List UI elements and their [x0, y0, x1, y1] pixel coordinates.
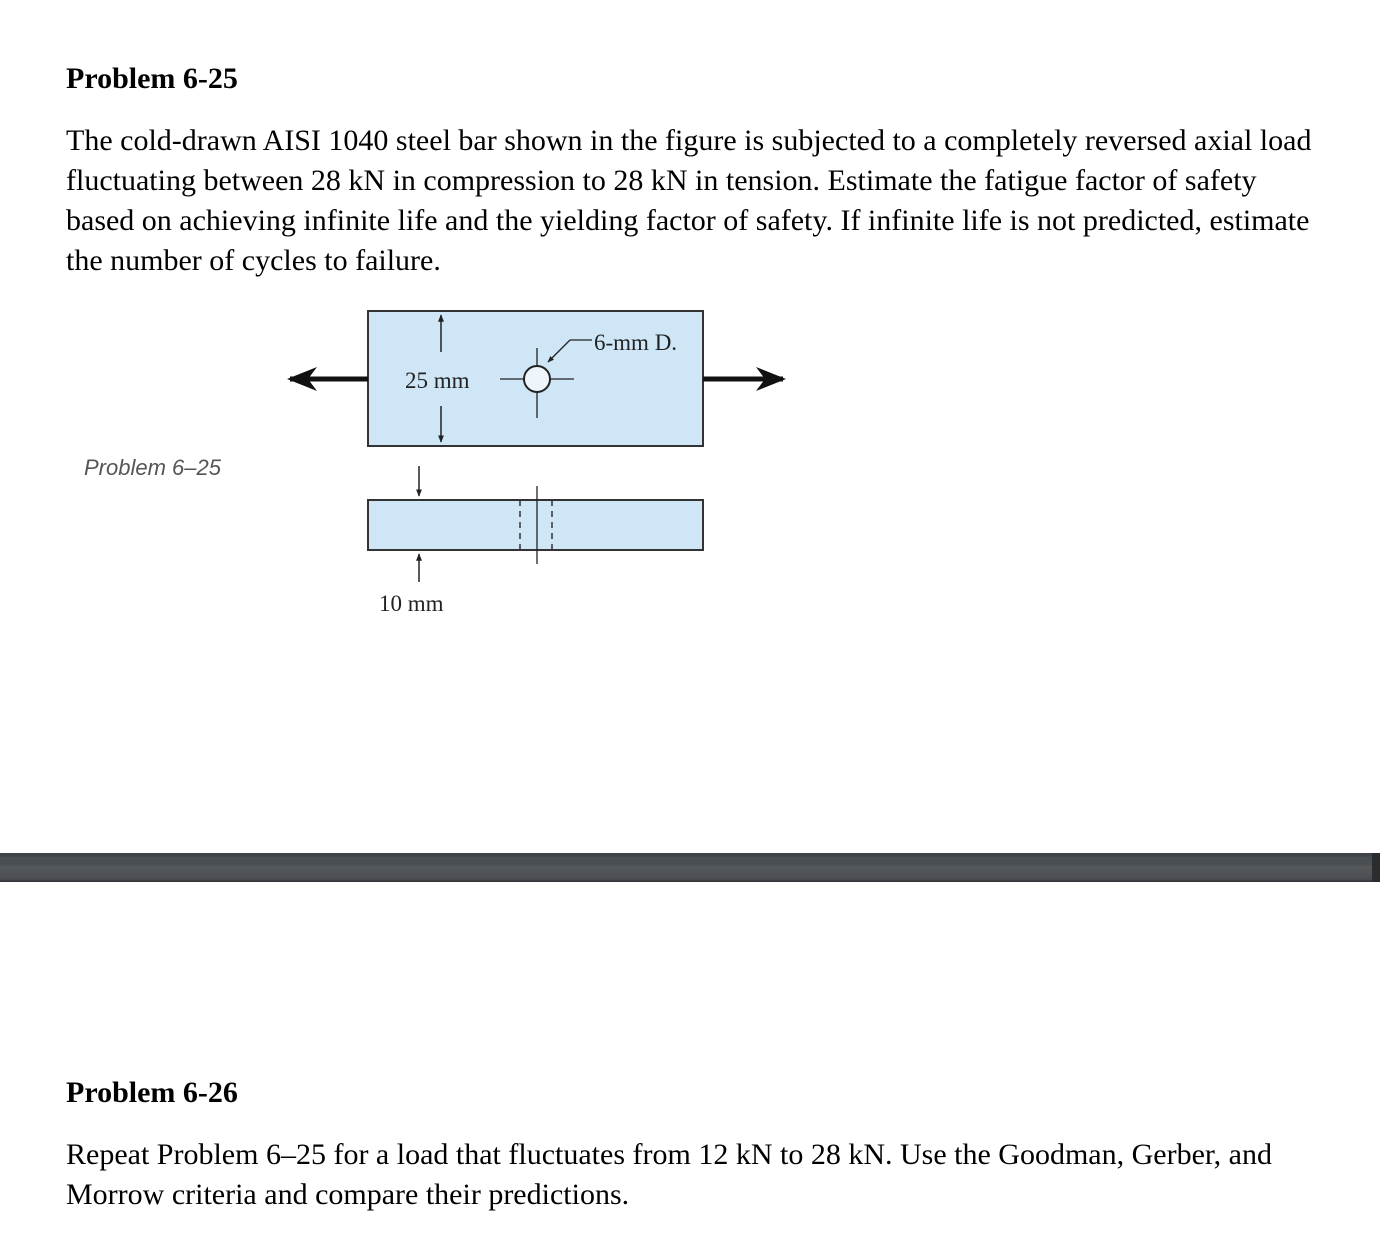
problem-6-26-text: Repeat Problem 6–25 for a load that fluctuates from 12 kN to 28 kN. Use the Goodman, Gerber, and Morrow criteria and compare their predictions. — [66, 1138, 1272, 1211]
page-divider-edge — [1372, 853, 1380, 882]
bar-figure — [0, 290, 900, 630]
width-dim-label: 25 mm — [405, 368, 470, 393]
page-bottom — [0, 882, 1380, 1256]
page-divider — [0, 853, 1380, 882]
problem-6-25-text: The cold-drawn AISI 1040 steel bar shown in the figure is subjected to a completely reversed axial load fluctuating between 28 kN in compression to 28 kN in tension. Estimate the fatigue factor of safety based on achieving infinite life and the yielding factor of safety. If infinite life is not predicted, estimate the number of cycles to failure. — [66, 124, 1312, 277]
hole-diameter-label: 6-mm D. — [594, 330, 678, 355]
problem-6-26-title: Problem 6-26 — [66, 1076, 238, 1109]
plate-side-view — [368, 500, 703, 550]
hole-circle — [524, 366, 550, 392]
problem-6-25-title: Problem 6-25 — [66, 62, 238, 95]
figure-caption: Problem 6–25 — [84, 455, 221, 480]
thickness-dim-label: 10 mm — [379, 591, 444, 616]
